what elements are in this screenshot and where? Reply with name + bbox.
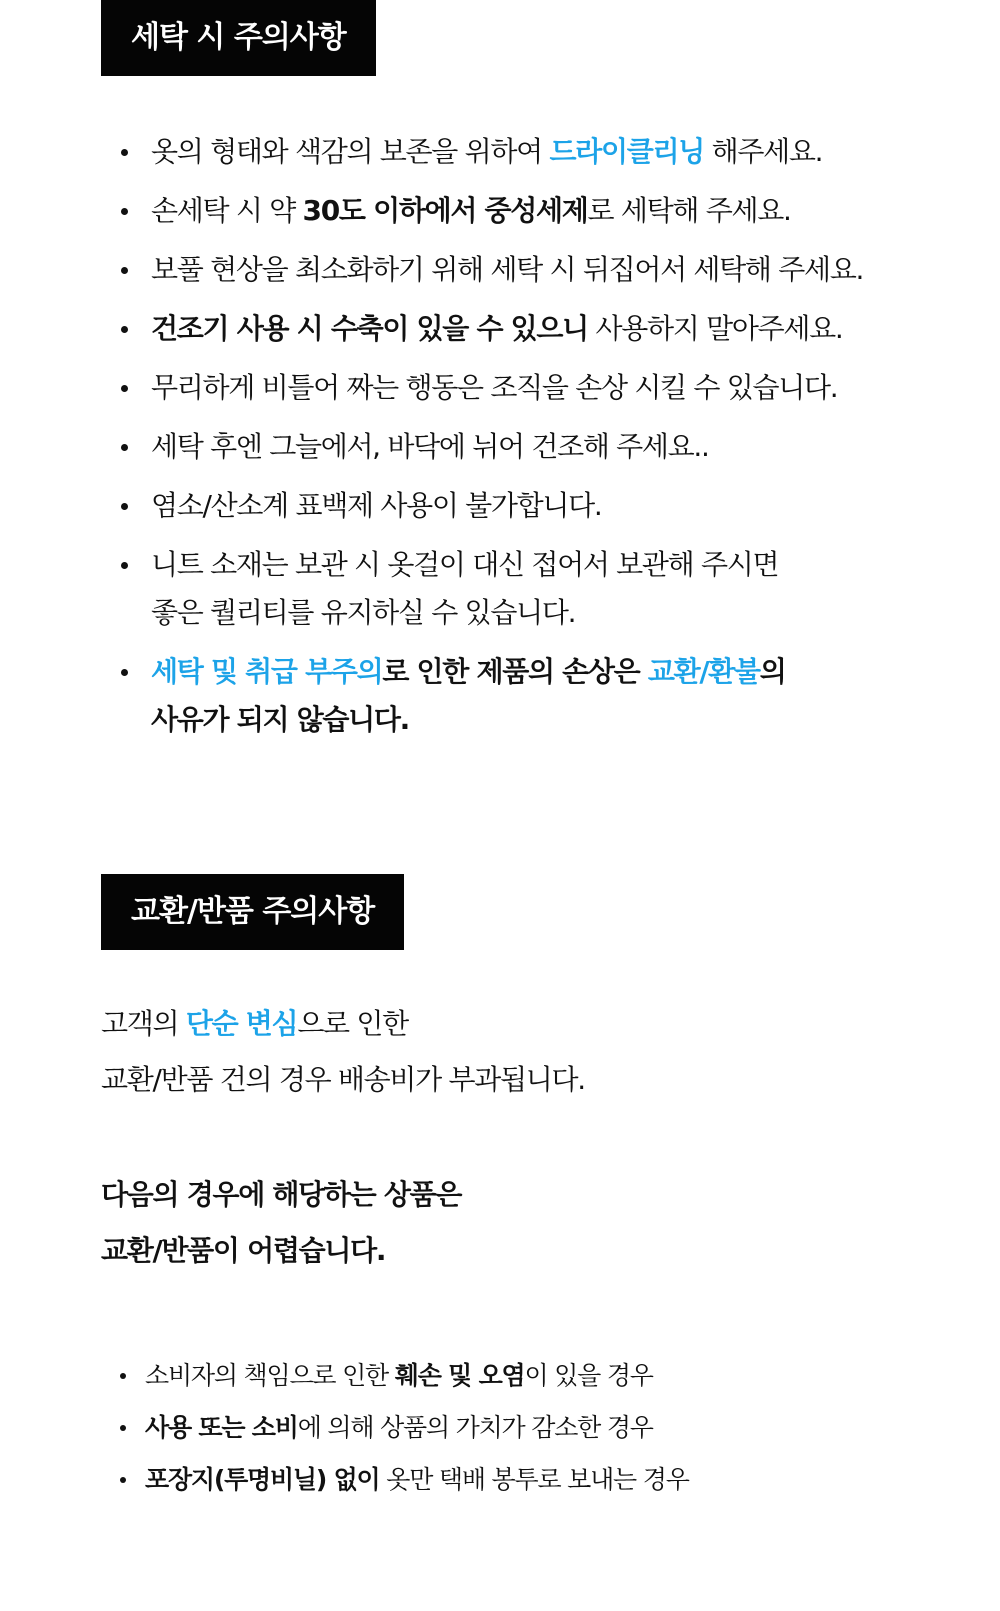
text-run: 보풀 현상을 최소화하기 위해 세탁 시 뒤집어서 세탁해 주세요.	[151, 253, 864, 286]
exchange-exclusion-item	[101, 1350, 981, 1402]
highlight-text: 세탁 및 취급 부주의	[151, 655, 383, 688]
care-item	[101, 128, 981, 176]
exchange-exclusion-list	[101, 1350, 981, 1506]
bold-text: 사용 또는 소비	[145, 1413, 298, 1442]
care-item	[101, 305, 981, 353]
text-run: 으로 인한	[297, 1007, 408, 1040]
bold-text: 건조기 사용 시 수축이 있을 수 있으니	[151, 312, 588, 345]
text-run: 손세탁 시 약	[151, 194, 303, 227]
exchange-exclusion-item	[101, 1454, 981, 1506]
text-run: 로 세탁해 주세요.	[587, 194, 791, 227]
exchange-section-title: 교환/반품 주의사항	[101, 874, 404, 950]
text-run: 염소/산소계 표백제 사용이 불가합니다.	[151, 489, 602, 522]
bold-text: 30도 이하에서 중성세제	[302, 194, 588, 227]
text-run: 니트 소재는 보관 시 옷걸이 대신 접어서 보관해 주시면	[151, 548, 779, 581]
care-item	[101, 246, 981, 294]
highlight-text: 교환/환불	[647, 655, 760, 688]
care-item	[101, 423, 981, 471]
care-item	[101, 364, 981, 412]
bold-text: 로 인한 제품의 손상은	[382, 655, 648, 688]
care-instructions-list	[101, 128, 981, 755]
highlight-text: 드라이클리닝	[549, 135, 704, 168]
exchange-section	[101, 874, 404, 950]
text-run: 세탁 후엔 그늘에서, 바닥에 뉘어 건조해 주세요..	[151, 430, 709, 463]
text-run: 소비자의 책임으로 인한	[145, 1361, 395, 1390]
text-run: 좋은 퀄리티를 유지하실 수 있습니다.	[151, 596, 576, 629]
text-run: 사용하지 말아주세요.	[587, 312, 843, 345]
exchange-notice-text	[101, 1167, 461, 1279]
care-item	[101, 648, 981, 744]
text-run: 다음의 경우에 해당하는 상품은	[101, 1178, 462, 1211]
text-run: 교환/반품 건의 경우 배송비가 부과됩니다.	[101, 1063, 585, 1096]
care-item	[101, 187, 981, 235]
care-item	[101, 541, 981, 637]
text-run: 에 의해 상품의 가치가 감소한 경우	[297, 1413, 653, 1442]
care-section-title: 세탁 시 주의사항	[101, 0, 376, 76]
bold-text: 의	[759, 655, 786, 688]
text-run: 옷만 택배 봉투로 보내는 경우	[379, 1465, 689, 1494]
text-run: 이 있을 경우	[524, 1361, 653, 1390]
bold-text: 훼손 및 오염	[394, 1361, 525, 1390]
exchange-intro-text	[101, 996, 585, 1108]
text-run: 옷의 형태와 색감의 보존을 위하여	[151, 135, 550, 168]
care-item	[101, 482, 981, 530]
text-run: 교환/반품이 어렵습니다.	[101, 1234, 386, 1267]
exchange-exclusion-item	[101, 1402, 981, 1454]
text-run: 해주세요.	[703, 135, 823, 168]
highlight-text: 단순 변심	[185, 1007, 298, 1040]
care-notice-page	[101, 0, 981, 1494]
bold-text: 포장지(투명비닐) 없이	[145, 1465, 380, 1494]
bold-text: 사유가 되지 않습니다.	[151, 703, 409, 736]
text-run: 무리하게 비틀어 짜는 행동은 조직을 손상 시킬 수 있습니다.	[151, 371, 838, 404]
text-run: 고객의	[101, 1007, 186, 1040]
